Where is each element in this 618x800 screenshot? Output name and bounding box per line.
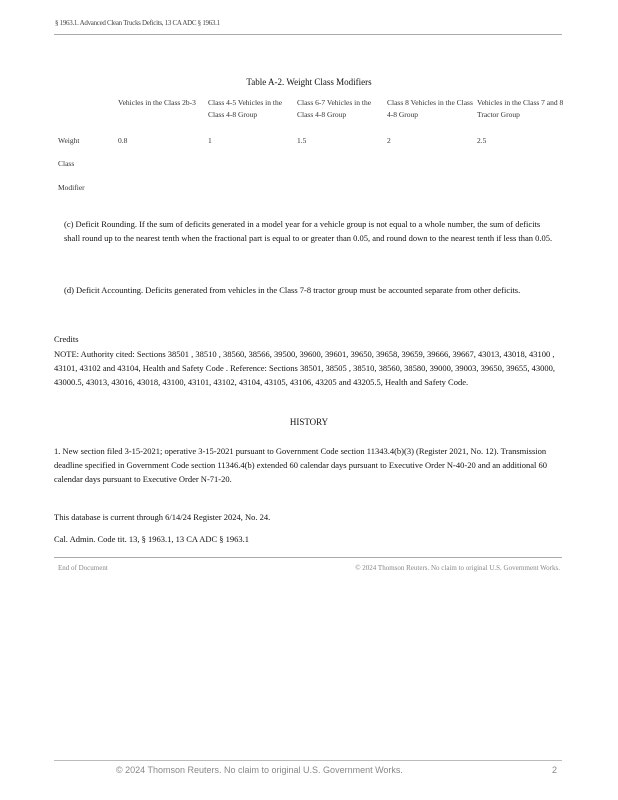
header-divider <box>54 34 562 35</box>
footer-copyright: © 2024 Thomson Reuters. No claim to original U.S. Government Works. <box>116 765 403 775</box>
column-header: Vehicles in the Class 7 and 8 Tractor Group <box>477 98 564 119</box>
footer-divider <box>54 760 562 761</box>
row-label: Class <box>58 159 75 168</box>
end-of-document-label: End of Document <box>58 564 108 572</box>
end-copyright: © 2024 Thomson Reuters. No claim to original U.S. Government Works. <box>355 564 560 572</box>
citation: Cal. Admin. Code tit. 13, § 1963.1, 13 CA ADC § 1963.1 <box>54 534 250 544</box>
table-cell: 1 <box>208 136 212 145</box>
table-cell: 0.8 <box>118 136 128 145</box>
table-cell: 1.5 <box>297 136 307 145</box>
history-heading: HISTORY <box>289 417 329 427</box>
history-item: 1. New section filed 3-15-2021; operative 3-15-2021 pursuant to Government Code section 11343.4(b)(3) (Register 2021, No. 12). Transmission deadline specified in Government Code section 11346.4(b) extended 60 calendar days pursuant to Executive Order N-40-20 and an additional 60 calendar days pursuant to Executive Order N-71-20. <box>54 446 548 484</box>
column-header: Vehicles in the Class 2b-3 <box>118 98 196 107</box>
column-header: Class 6-7 Vehicles in the Class 4-8 Group <box>297 98 372 119</box>
column-header: Class 4-5 Vehicles in the Class 4-8 Group <box>208 98 283 119</box>
page-number: 2 <box>552 765 558 775</box>
row-label: Weight <box>58 136 80 145</box>
credits-note: NOTE: Authority cited: Sections 38501 , 38510 , 38560, 38566, 39500, 39600, 39601, 39650, 39658, 39659, 39666, 39667, 43013, 43018, 43100 , 43101, 43102 and 43104, Health and Safety Code . Reference: Sections 38501, 38505 , 38510, 38560, 38580, 39000, 39003, 39650, 39655, 43000, 43000.5, 43013, 43016, 43018, 43100, 43101, 43102, 43104, 43105, 43106, 43205 and 43205.5, Health and Safety Code. <box>54 349 555 387</box>
paragraph-deficit-rounding: (c) Deficit Rounding. If the sum of deficits generated in a model year for a vehicle group is not equal to a whole number, the sum of deficits shall round up to the nearest tenth when the fractional part is equal to or greater than 0.05, and round down to the nearest tenth if less than 0.05. <box>64 219 553 243</box>
running-head: § 1963.1. Advanced Clean Trucks Deficits, 13 CA ADC § 1963.1 <box>55 19 220 27</box>
credits-heading: Credits <box>54 334 79 344</box>
table-cell: 2 <box>387 136 391 145</box>
table-cell: 2.5 <box>477 136 487 145</box>
column-header: Class 8 Vehicles in the Class 4-8 Group <box>387 98 473 119</box>
end-divider <box>54 557 562 558</box>
database-currency-note: This database is current through 6/14/24 Register 2024, No. 24. <box>54 512 271 522</box>
paragraph-deficit-accounting: (d) Deficit Accounting. Deficits generated from vehicles in the Class 7-8 tractor group must be accounted separate from other deficits. <box>64 285 521 295</box>
row-label: Modifier <box>58 183 85 192</box>
table-caption: Table A-2. Weight Class Modifiers <box>246 77 372 87</box>
